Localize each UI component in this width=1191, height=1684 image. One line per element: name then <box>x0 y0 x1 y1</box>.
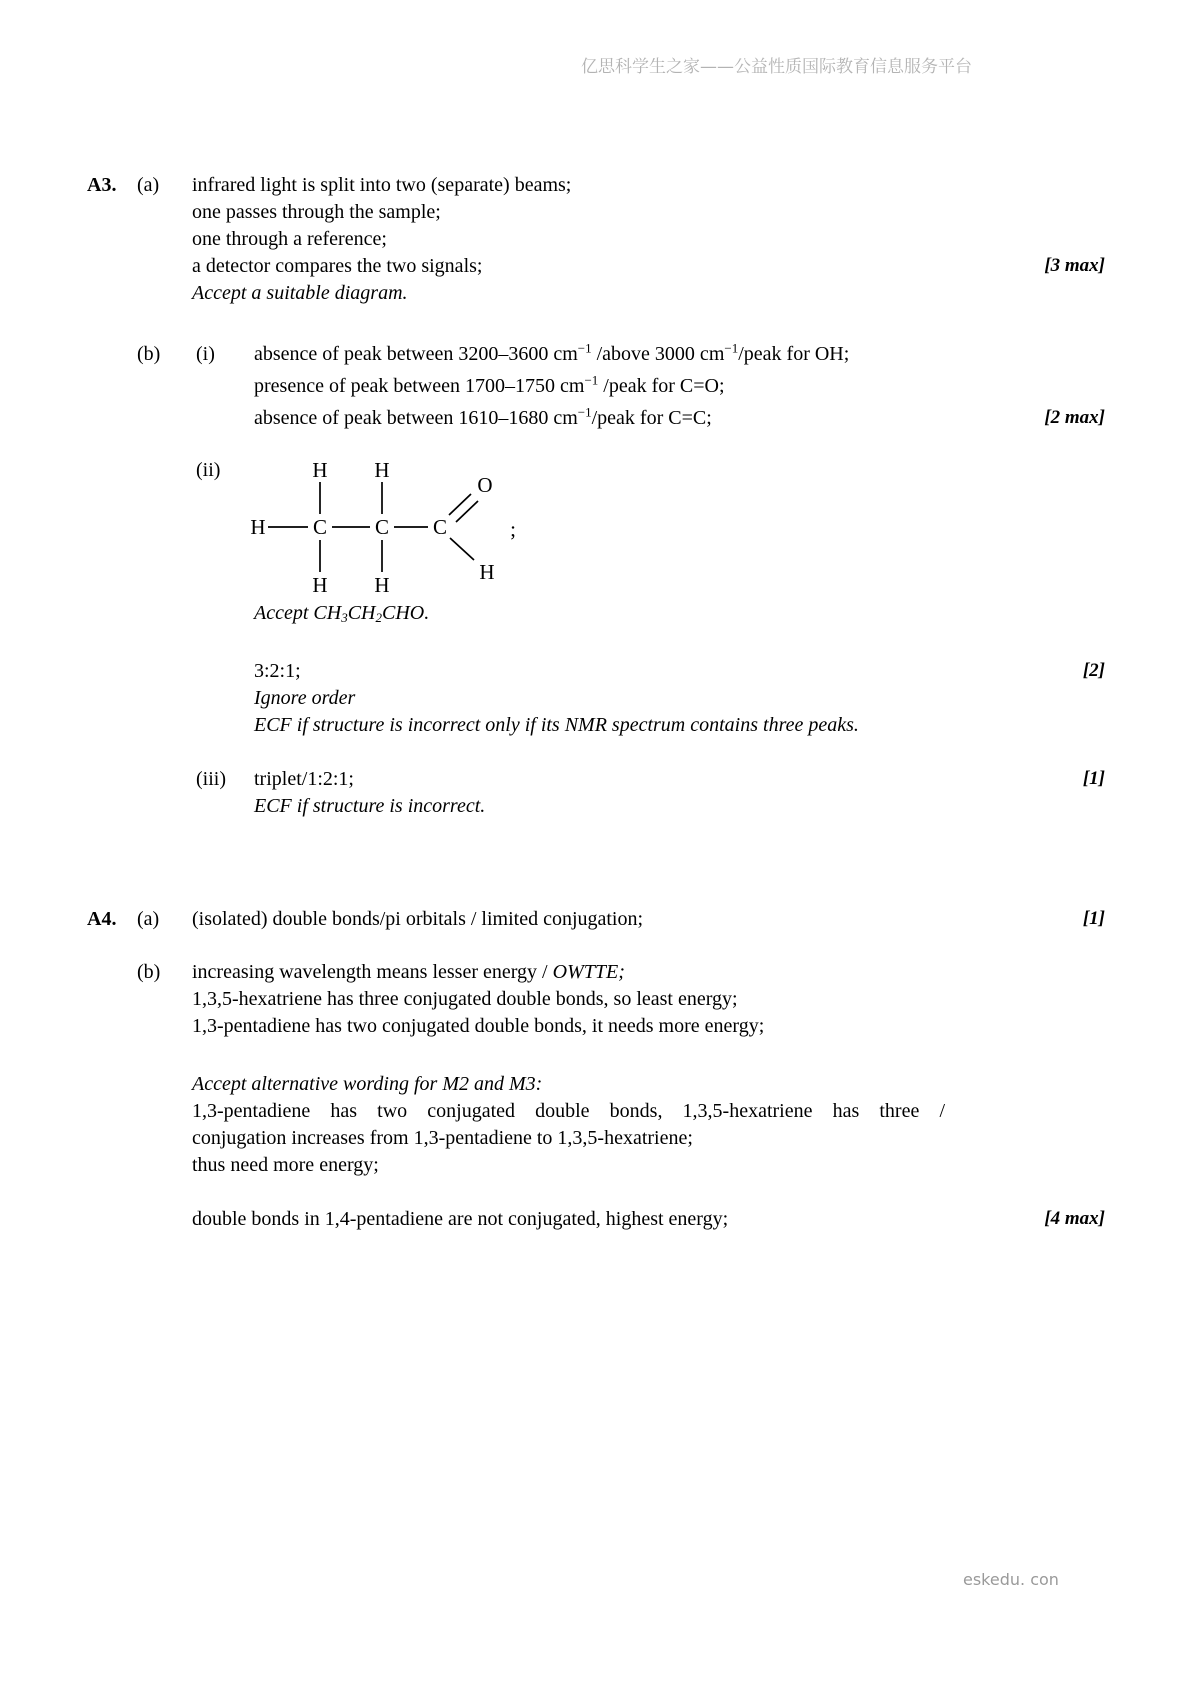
footer-watermark: eskedu. con <box>963 1570 1059 1589</box>
a3-b-i-line1 <box>254 340 849 368</box>
a3-a-line4: a detector compares the two signals; <box>192 255 483 277</box>
a3-b-ii-note2: ECF if structure is incorrect only if its NMR spectrum contains three peaks. <box>254 714 859 736</box>
a4-b-line2: 1,3,5-hexatriene has three conjugated double bonds, so least energy; <box>192 988 738 1010</box>
a4-b-alt3: thus need more energy; <box>192 1154 379 1176</box>
a3-a-row1 <box>0 171 1191 199</box>
a4-b-line1-owtte: OWTTE; <box>552 961 625 983</box>
line1-sup1: −1 <box>577 340 592 356</box>
a4-b-row3 <box>0 1012 1191 1040</box>
a3-b-ii-label-row <box>0 456 1191 484</box>
a3-b-ii-label: (ii) <box>196 459 221 481</box>
propanal-displayed-formula <box>245 452 527 604</box>
a3-b-i-label: (i) <box>196 343 215 365</box>
accept-pre: Accept CH <box>254 602 342 624</box>
a4-b-marks: [4 max] <box>1044 1208 1105 1229</box>
a4-b-line1 <box>192 958 625 986</box>
a4-part-a-label: (a) <box>137 908 160 930</box>
a3-a-line3: one through a reference; <box>192 228 387 250</box>
a3-b-ii-note2-row <box>0 711 1191 739</box>
a3-b-iii-row2 <box>0 792 1191 820</box>
line2-sup: −1 <box>584 372 599 388</box>
atom-o: O <box>477 473 493 497</box>
line2-post: /peak for C=O; <box>598 375 725 397</box>
a3-b-i-marks: [2 max] <box>1044 407 1105 428</box>
a3-b-i-line2 <box>254 372 725 400</box>
a3-b-i-row3 <box>0 404 1191 432</box>
atom-c3: C <box>432 515 448 539</box>
a3-b-ii-note1-row <box>0 684 1191 712</box>
a3-a-marks: [3 max] <box>1044 255 1105 276</box>
a3-a-row3 <box>0 225 1191 253</box>
line3-pre: absence of peak between 1610–1680 cm <box>254 407 578 429</box>
a4-b-note1: Accept alternative wording for M2 and M3: <box>192 1073 543 1095</box>
a3-b-i-row1 <box>0 340 1191 368</box>
a3-question-number: A3. <box>87 174 117 196</box>
accept-mid: CH <box>347 602 376 624</box>
a4-a-row <box>0 905 1191 933</box>
a4-a-marks: [1] <box>1082 908 1105 929</box>
accept-sub2: 2 <box>375 610 382 625</box>
line1-post: /peak for OH; <box>738 343 850 365</box>
a3-a-note: Accept a suitable diagram. <box>192 282 408 304</box>
a4-b-note1-row <box>0 1070 1191 1098</box>
atom-h-bottom-1: H <box>312 573 328 597</box>
a3-a-line2: one passes through the sample; <box>192 201 441 223</box>
atom-h-bottom-2: H <box>374 573 390 597</box>
a4-a-line1: (isolated) double bonds/pi orbitals / limited conjugation; <box>192 908 644 930</box>
atom-c2: C <box>374 515 390 539</box>
a4-b-row1 <box>0 958 1191 986</box>
line2-pre: presence of peak between 1700–1750 cm <box>254 375 585 397</box>
header-watermark: 亿思科学生之家——公益性质国际教育信息服务平台 <box>581 57 972 77</box>
a3-b-i-row2 <box>0 372 1191 400</box>
a3-b-iii-row1 <box>0 765 1191 793</box>
a3-a-row2 <box>0 198 1191 226</box>
a3-b-ii-accept <box>254 599 429 627</box>
accept-post: CHO. <box>381 602 430 624</box>
a4-b-line1-pre: increasing wavelength means lesser energy / <box>192 961 553 983</box>
line1-sup2: −1 <box>724 340 739 356</box>
atom-c1: C <box>312 515 328 539</box>
a3-b-ii-ratio-row <box>0 657 1191 685</box>
a4-b-line3: 1,3-pentadiene has two conjugated double bonds, it needs more energy; <box>192 1015 765 1037</box>
a3-b-iii-answer: triplet/1:2:1; <box>254 768 354 790</box>
line1-mid: /above 3000 cm <box>591 343 725 365</box>
bond-c3-hright <box>450 538 474 560</box>
a4-question-number: A4. <box>87 908 117 930</box>
a3-b-ii-ratio: 3:2:1; <box>254 660 301 682</box>
a3-b-ii-note1: Ignore order <box>254 687 356 709</box>
a4-b-alt3-row <box>0 1151 1191 1179</box>
a3-b-i-line3 <box>254 404 712 432</box>
a3-a-row4 <box>0 252 1191 280</box>
a3-b-ii-accept-row <box>0 599 1191 627</box>
a3-part-a-label: (a) <box>137 174 160 196</box>
a4-b-alt2: conjugation increases from 1,3-pentadiene to 1,3,5-hexatriene; <box>192 1127 693 1149</box>
a4-part-b-label: (b) <box>137 961 161 983</box>
a4-b-alt1: 1,3-pentadiene has two conjugated double bonds, 1,3,5-hexatriene has three / <box>192 1100 945 1122</box>
a3-part-b-label: (b) <box>137 343 161 365</box>
a3-b-iii-label: (iii) <box>196 768 226 790</box>
a4-b-final-row <box>0 1205 1191 1233</box>
a3-a-line1: infrared light is split into two (separate) beams; <box>192 174 572 196</box>
a4-b-alt2-row <box>0 1124 1191 1152</box>
line3-post: /peak for C=C; <box>591 407 712 429</box>
atom-h-right: H <box>479 560 495 584</box>
a4-b-final: double bonds in 1,4-pentadiene are not conjugated, highest energy; <box>192 1208 729 1230</box>
structure-semicolon: ; <box>510 517 516 541</box>
atom-h-top-2: H <box>374 458 390 482</box>
atom-h-top-1: H <box>312 458 328 482</box>
line1-pre: absence of peak between 3200–3600 cm <box>254 343 578 365</box>
accept-sub1: 3 <box>341 610 348 625</box>
atom-h-left: H <box>250 515 266 539</box>
a4-b-alt1-row <box>0 1097 1191 1125</box>
a3-a-row5 <box>0 279 1191 307</box>
a3-b-iii-note: ECF if structure is incorrect. <box>254 795 486 817</box>
line3-sup: −1 <box>577 404 592 420</box>
a4-b-row2 <box>0 985 1191 1013</box>
a3-b-ii-marks: [2] <box>1082 660 1105 681</box>
a3-b-iii-marks: [1] <box>1082 768 1105 789</box>
